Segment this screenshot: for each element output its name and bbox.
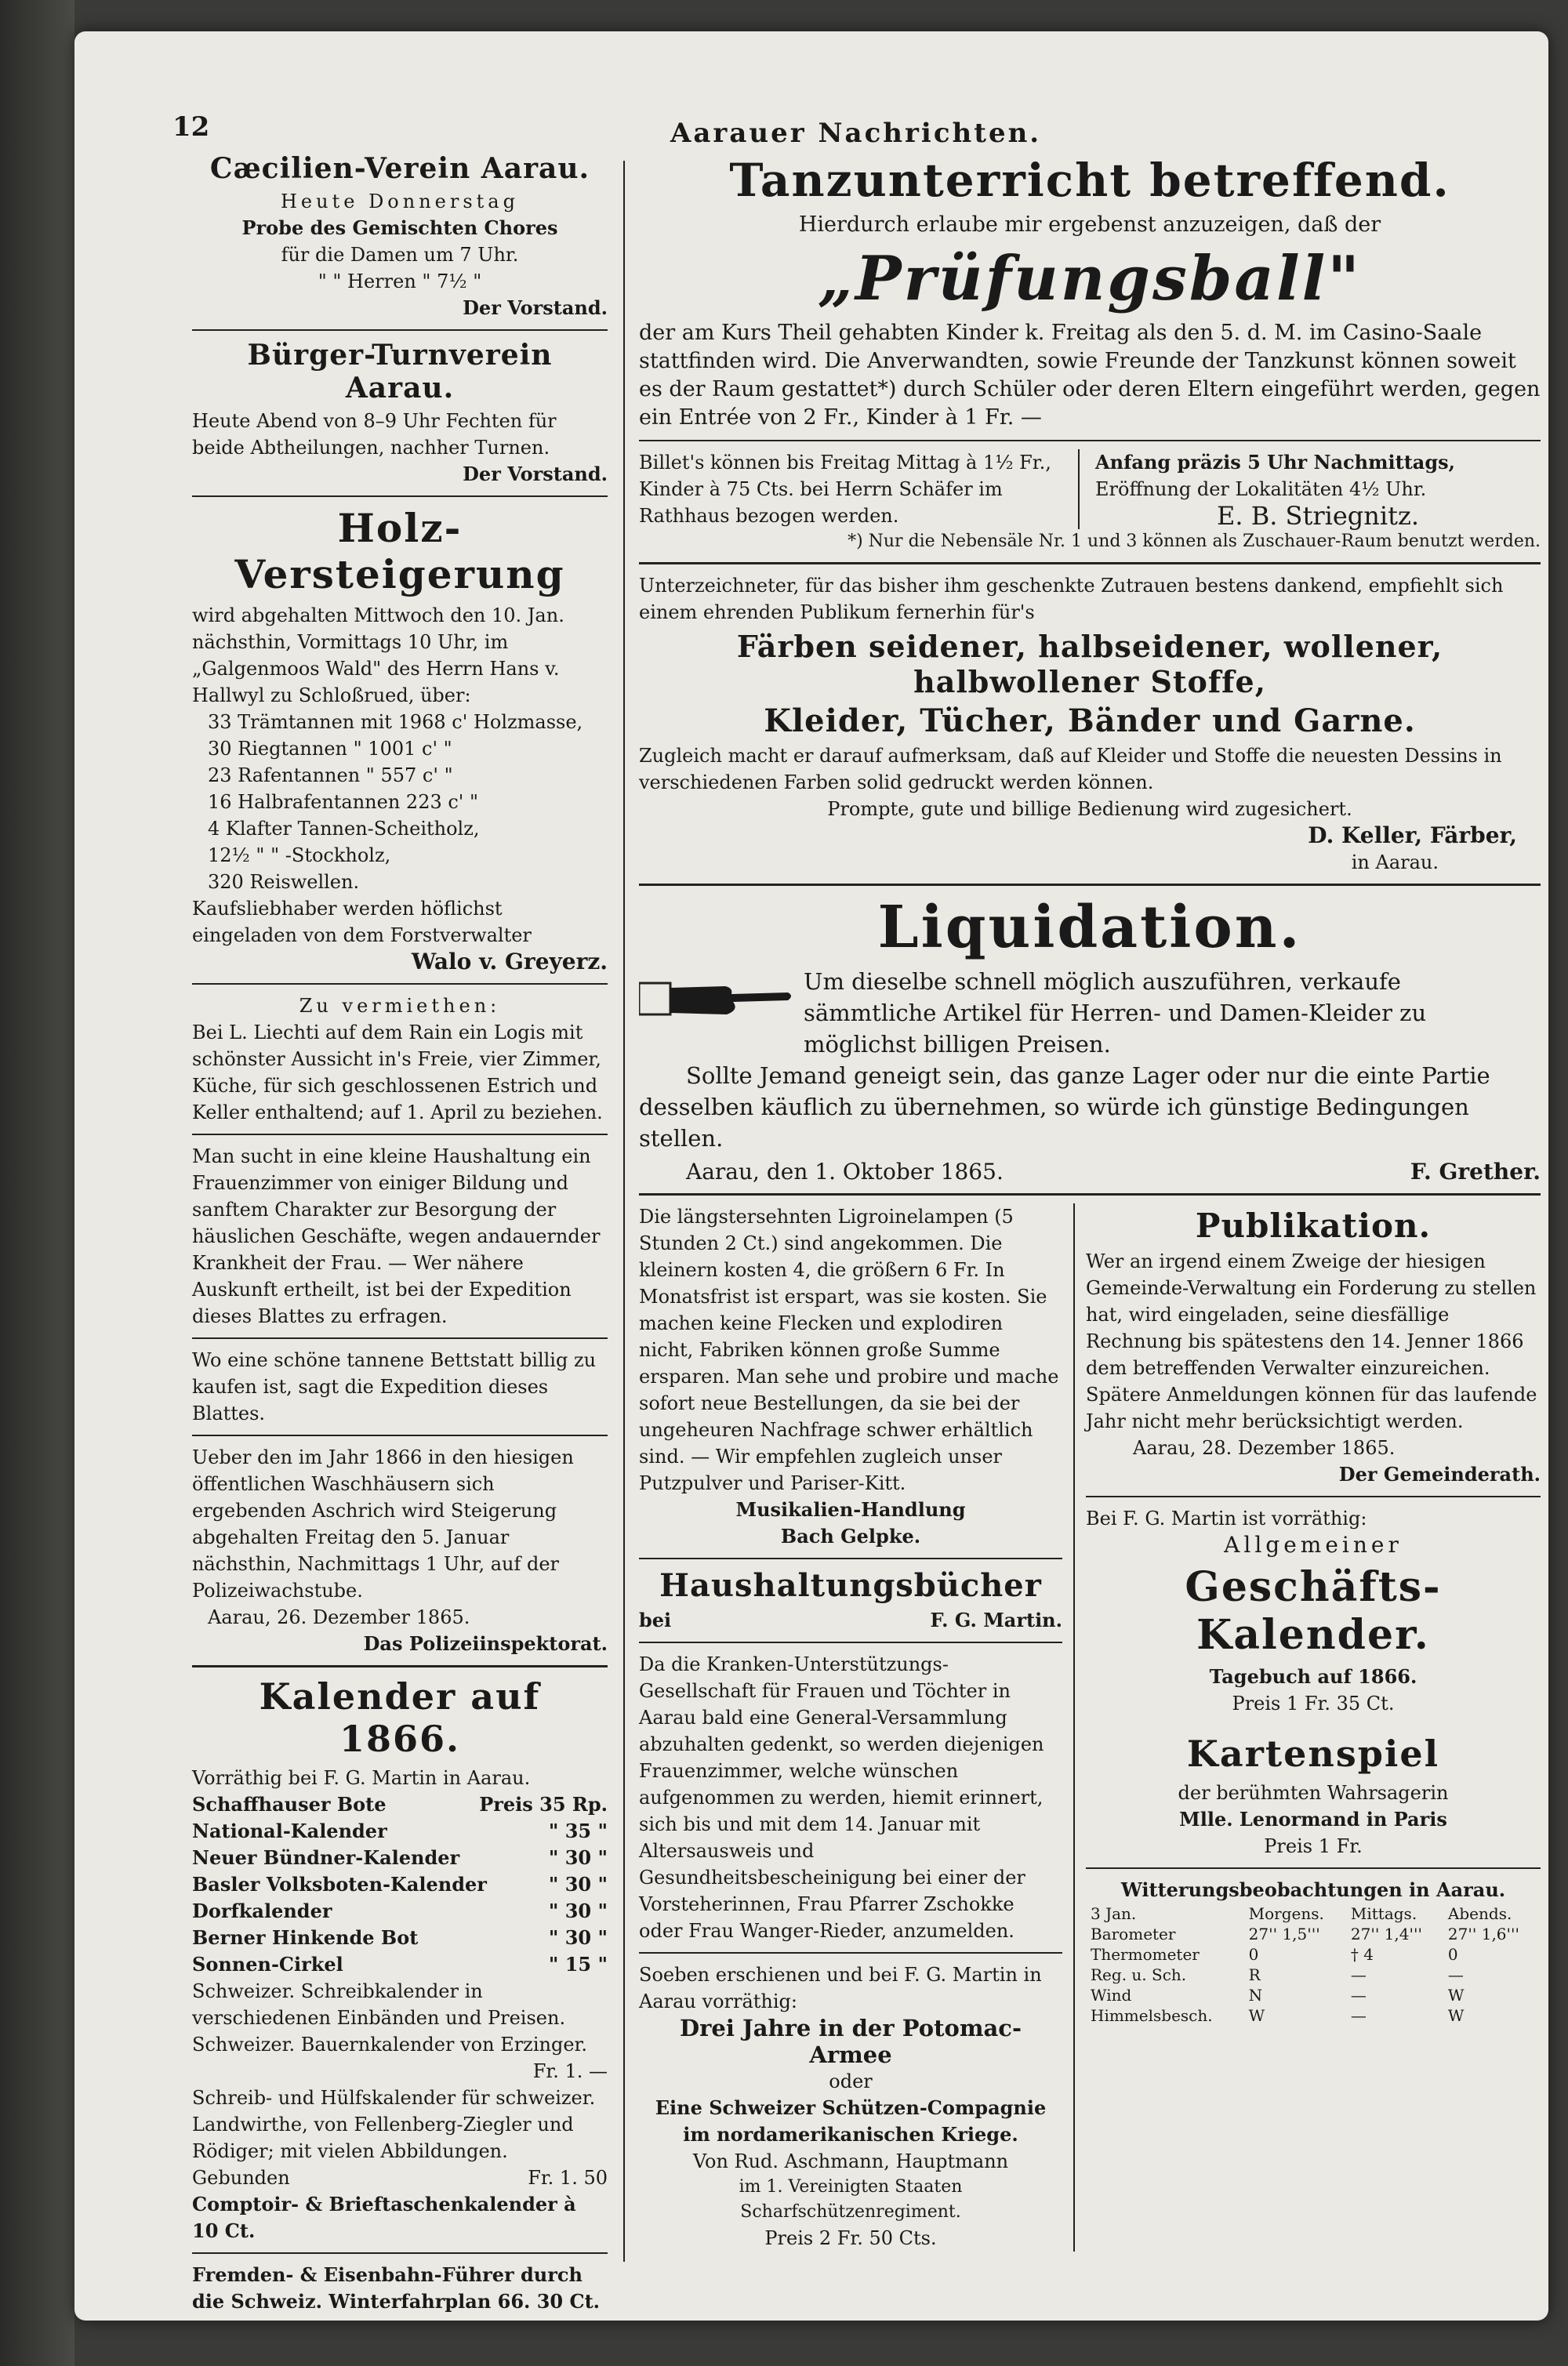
table-cell: Abends.	[1447, 1904, 1512, 1923]
divider	[192, 1435, 608, 1436]
tanz-note: *) Nur die Nebensäle Nr. 1 und 3 können als Zuschauer-Raum benutzt werden.	[848, 532, 1541, 551]
publikation-title: Publikation.	[1195, 1207, 1432, 1245]
kalender-ad	[192, 1675, 608, 2315]
table-cell: W	[1447, 2006, 1465, 2025]
caecilien-sign: Der Vorstand.	[463, 296, 608, 319]
table-row	[1086, 1944, 1541, 1965]
kranken-text: Da die Kranken-Unterstützungs-Gesellschaft für Frauen und Töchter in Aarau bald eine General-Versammlung abzuhalten gedenkt, so werden diejenigen Frauenzimmer, welche wünschen aufgenommen zu werden, hiemit erinnert, sich bis und mit dem 14. Januar mit Altersausweis und Gesundheitsbescheinigung bei einer der Vorsteherinnen, Frau Pfarrer Zschokke oder Frau Wanger-Rieder, anzumelden.	[639, 1653, 1044, 1942]
divider	[192, 495, 608, 497]
divider	[639, 1558, 1062, 1559]
table-cell: Reg. u. Sch.	[1091, 1965, 1187, 1984]
table-row	[1086, 1985, 1541, 2005]
divider	[639, 440, 1541, 441]
right-lower-right	[1075, 1203, 1541, 2252]
kalender-extra: Fr. 1. —	[532, 2060, 608, 2082]
table-row	[1086, 1924, 1541, 1944]
holz-item: 16 Halbrafentannen 223 c' "	[208, 791, 479, 813]
kalender-extra: Schreib- und Hülfskalender für schweizer. Landwirthe, von Fellenberg-Ziegler und Rödiger; mit vielen Abbildungen.	[192, 2087, 596, 2162]
karten-title: Kartenspiel	[1186, 1733, 1440, 1775]
divider	[1086, 1867, 1541, 1869]
geschaefts-price: Preis 1 Fr. 35 Ct.	[1232, 1693, 1395, 1715]
geschaefts-intro: Bei F. G. Martin ist vorräthig:	[1086, 1508, 1367, 1530]
table-cell: 27'' 1,4'''	[1350, 1925, 1422, 1943]
karten-line: der berühmten Wahrsagerin	[1178, 1782, 1449, 1804]
faerber-intro: Unterzeichneter, für das bisher ihm geschenkte Zutrauen bestens dankend, empfiehlt sich einem ehrenden Publikum fernerhin für's	[639, 575, 1504, 623]
pointing-hand-icon	[639, 966, 796, 1029]
table-row	[1086, 2005, 1541, 2026]
karten-line: Mlle. Lenormand in Paris	[1179, 1808, 1447, 1831]
kalender-row: National-Kalender " 35 "	[192, 1820, 608, 1842]
holz-ad	[192, 505, 608, 975]
divider	[639, 562, 1541, 564]
divider	[192, 1337, 608, 1339]
table-cell: W	[1248, 2006, 1265, 2025]
kalender-row: Schaffhauser Bote Preis 35 Rp.	[192, 1793, 608, 1816]
divider	[639, 1193, 1541, 1196]
potomac-price: Preis 2 Fr. 50 Cts.	[764, 2227, 937, 2249]
geschaefts-pre: Allgemeiner	[1224, 1532, 1403, 1558]
right-column	[639, 149, 1541, 2252]
faerber-place: in Aarau.	[1351, 851, 1439, 873]
turnverein-title: Bürger-Turnverein Aarau.	[247, 339, 553, 405]
geschaefts-sub: Tagebuch auf 1866.	[1209, 1665, 1417, 1688]
liquidation-sign: F. Grether.	[1410, 1159, 1541, 1185]
tanz-info	[639, 449, 1541, 529]
caecilien-line: für die Damen um 7 Uhr.	[281, 244, 519, 266]
caecilien-line: " " Herren " 7½ "	[318, 270, 482, 292]
table-row	[1086, 1903, 1541, 1924]
kalender-row: Basler Volksboten-Kalender " 30 "	[192, 1873, 608, 1896]
table-cell: Himmelsbesch.	[1091, 2006, 1213, 2025]
potomac-sub: Eine Schweizer Schützen-Compagnie	[655, 2096, 1047, 2119]
tanz-text: der am Kurs Theil gehabten Kinder k. Freitag als den 5. d. M. im Casino-Saale stattfinden wird. Die Anverwandten, sowie Freunde der Tanzkunst können soweit es der Raum gestattet*) durch Schüler oder deren Eltern eingeführt werden, gegen ein Entrée von 2 Fr., Kinder à 1 Fr. —	[639, 321, 1541, 430]
table-cell: N	[1248, 1986, 1263, 2005]
tanz-eroeff: Eröffnung der Lokalitäten 4½ Uhr.	[1095, 478, 1427, 500]
publikation-text: Wer an irgend einem Zweige der hiesigen Gemeinde-Verwaltung ein Forderung zu stellen hat, wird eingeladen, seine diesfällige Rechnung bis spätestens den 14. Jenner 1866 dem betreffenden Verwalter einzureichen. Spätere Anmeldungen können für das laufende Jahr nicht mehr berücksichtigt werden.	[1086, 1250, 1537, 1432]
haushaltung-ad: Man sucht in eine kleine Haushaltung ein Frauenzimmer von einiger Bildung und sanftem Charakter zur Besorgung der häuslichen Geschäfte, wegen andauernder Krankheit der Frau. — Wer nähere Auskunft ertheilt, ist bei der Expedition dieses Blattes zu erfragen.	[192, 1145, 601, 1327]
caecilien-title: Cæcilien-Verein Aarau.	[209, 152, 590, 185]
table-cell: 0	[1248, 1945, 1259, 1964]
table-row	[1086, 1965, 1541, 1985]
holz-item: 12½ " " -Stockholz,	[208, 844, 391, 866]
turnverein-text: Heute Abend von 8–9 Uhr Fechten für beide Abtheilungen, nachher Turnen.	[192, 410, 557, 459]
tanz-title: Tanzunterricht betreffend.	[729, 154, 1450, 207]
table-cell: Mittags.	[1350, 1904, 1417, 1923]
faerber-big: Kleider, Tücher, Bänder und Garne.	[764, 702, 1416, 739]
caecilien-line: Heute Donnerstag	[281, 191, 519, 212]
publikation-sign: Der Gemeinderath.	[1338, 1463, 1541, 1486]
caecilien-line: Probe des Gemischten Chores	[241, 216, 558, 239]
page-edge	[0, 0, 74, 2366]
divider	[192, 1134, 608, 1135]
newspaper-page	[74, 31, 1548, 2321]
tanz-billets: Billet's können bis Freitag Mittag à 1½ Fr., Kinder à 75 Cts. bei Herrn Schäfer im Rathhaus bezogen werden.	[639, 449, 1080, 529]
faerber-big: Färben seidener, halbseidener, wollener, halbwollener Stoffe,	[736, 629, 1443, 699]
faerber-sign: D. Keller, Färber,	[1308, 822, 1517, 848]
aschrich-ad	[192, 1444, 608, 1657]
divider	[639, 1642, 1062, 1643]
aschrich-sign: Das Polizeiinspektorat.	[363, 1632, 608, 1655]
holz-sign: Walo v. Greyerz.	[411, 949, 608, 974]
left-column	[192, 149, 608, 2315]
kalender-row: Berner Hinkende Bot " 30 "	[192, 1926, 608, 1949]
kalender-extra: Fremden- & Eisenbahn-Führer durch die Schweiz. Winterfahrplan 66. 30 Ct.	[192, 2263, 601, 2313]
vermiethen-text: Bei L. Liechti auf dem Rain ein Logis mit schönster Aussicht in's Freie, vier Zimmer, Küche, für sich geschlossenen Estrich und Keller enthaltend; auf 1. April zu beziehen.	[192, 1022, 603, 1123]
table-cell: † 4	[1350, 1945, 1374, 1964]
liquidation-date: Aarau, den 1. Oktober 1865.	[686, 1159, 1004, 1185]
holz-item: 320 Reiswellen.	[208, 871, 360, 893]
turnverein-sign: Der Vorstand.	[463, 463, 608, 485]
liquidation-body	[639, 966, 1541, 1060]
tanz-time	[1080, 449, 1541, 529]
page-header: Aarauer Nachrichten.	[670, 118, 1042, 149]
tanz-ad	[639, 154, 1541, 554]
publikation-date: Aarau, 28. Dezember 1865.	[1133, 1437, 1396, 1459]
table-cell: R	[1248, 1965, 1261, 1984]
holz-outro: Kaufsliebhaber werden höflichst eingeladen von dem Forstverwalter	[192, 898, 532, 946]
holz-title: Holz-Versteigerung	[234, 505, 565, 597]
potomac-title: Drei Jahre in der Potomac-Armee	[680, 2015, 1022, 2068]
holz-item: 23 Rafentannen " 557 c' "	[208, 764, 453, 786]
tanz-big: „Prüfungsball"	[818, 243, 1362, 314]
holz-intro: wird abgehalten Mittwoch den 10. Jan. nächsthin, Vormittags 10 Uhr, im „Galgenmoos Wald" des Herrn Hans v. Hallwyl zu Schloßrued, über:	[192, 604, 564, 706]
faerber-ad	[639, 572, 1541, 876]
table-cell: 27'' 1,6'''	[1447, 1925, 1520, 1943]
aschrich-date: Aarau, 26. Dezember 1865.	[208, 1606, 470, 1628]
table-cell: —	[1350, 2006, 1367, 2025]
potomac-sub: im nordamerikanischen Kriege.	[683, 2123, 1018, 2146]
tanz-sign: E. B. Striegnitz.	[1216, 501, 1420, 531]
turnverein-ad	[192, 339, 608, 488]
divider	[192, 2252, 608, 2254]
haushaltungsbuecher-title: Haushaltungsbücher	[659, 1567, 1042, 1604]
liquidation-text: Um dieselbe schnell möglich auszuführen, verkaufe sämmtliche Artikel für Herren- und Damen-Kleider zu möglichst billigen Preisen.	[804, 968, 1427, 1058]
kalender-title: Kalender auf 1866.	[259, 1675, 541, 1760]
tanz-line: Hierdurch erlaube mir ergebenst anzuzeigen, daß der	[798, 212, 1381, 237]
right-lower	[639, 1203, 1541, 2252]
holz-item: 33 Trämtannen mit 1968 c' Holzmasse,	[208, 711, 583, 733]
faerber-text: Prompte, gute und billige Bedienung wird zugesichert.	[827, 798, 1352, 820]
kalender-extra: Schweizer. Bauernkalender von Erzinger.	[192, 2034, 587, 2056]
table-cell: —	[1350, 1986, 1367, 2005]
liquidation-text: Sollte Jemand geneigt sein, das ganze Lager oder nur die einte Partie desselben käuflich zu übernehmen, so würde ich günstige Bedingungen stellen.	[639, 1062, 1490, 1152]
kalender-row: Sonnen-Cirkel " 15 "	[192, 1953, 608, 1976]
kalender-row: Neuer Bündner-Kalender " 30 "	[192, 1846, 608, 1869]
ligroine-sign: Musikalien-Handlung	[735, 1498, 966, 1521]
weather-table	[1086, 1903, 1541, 2026]
divider	[1086, 1496, 1541, 1497]
wetter-title: Witterungsbeobachtungen in Aarau.	[1120, 1878, 1506, 1901]
vermiethen-title: Zu vermiethen:	[299, 995, 501, 1017]
divider	[639, 1952, 1062, 1954]
table-cell: 27'' 1,5'''	[1248, 1925, 1320, 1943]
potomac-author: im 1. Vereinigten Staaten Scharfschützenregiment.	[739, 2177, 963, 2222]
bettstatt-ad: Wo eine schöne tannene Bettstatt billig zu kaufen ist, sagt die Expedition dieses Blattes.	[192, 1349, 597, 1424]
vermiethen-ad	[192, 992, 608, 1126]
aschrich-text: Ueber den im Jahr 1866 in den hiesigen öffentlichen Waschhäusern sich ergebenden Aschrich wird Steigerung abgehalten Freitag den 5. Januar nächsthin, Nachmittags 1 Uhr, auf der Polizeiwachstube.	[192, 1446, 574, 1602]
kalender-row: Gebunden Fr. 1. 50	[192, 2167, 608, 2189]
table-cell: Morgens.	[1248, 1904, 1324, 1923]
ligroine-text: Die längstersehnten Ligroinelampen (5 Stunden 2 Ct.) sind angekommen. Die kleinern kosten 4, die größern 6 Fr. In Monatsfrist ist erspart, was sie kosten. Sie machen keine Flecken und explodiren nicht, Fabriken können große Summe ersparen. Man sehe und probire und mache sofort neue Bestellungen, da sie bei der ungeheuren Nachfrage schwer erhältlich sind. — Wir empfehlen zugleich unser Putzpulver und Pariser-Kitt.	[639, 1206, 1059, 1494]
holz-item: 4 Klafter Tannen-Scheitholz,	[208, 818, 480, 840]
karten-price: Preis 1 Fr.	[1264, 1835, 1363, 1857]
kalender-extra: Schweizer. Schreibkalender in verschiedenen Einbänden und Preisen.	[192, 1980, 566, 2029]
table-cell: —	[1350, 1965, 1367, 1984]
caecilien-ad	[192, 152, 608, 321]
divider	[192, 1665, 608, 1667]
kalender-row: Dorfkalender " 30 "	[192, 1900, 608, 1922]
table-cell: Wind	[1091, 1986, 1132, 2005]
ligroine-sign: Bach Gelpke.	[780, 1525, 921, 1548]
table-cell: —	[1447, 1965, 1464, 1984]
table-cell: Barometer	[1091, 1925, 1176, 1943]
table-cell: W	[1447, 1986, 1465, 2005]
right-lower-left	[639, 1203, 1075, 2252]
potomac-intro: Soeben erschienen und bei F. G. Martin in Aarau vorräthig:	[639, 1964, 1042, 2012]
table-cell: 3 Jan.	[1091, 1904, 1137, 1923]
table-cell: Thermometer	[1091, 1945, 1200, 1964]
liquidation-title: Liquidation.	[877, 894, 1302, 961]
column-divider	[623, 161, 625, 2262]
holz-item: 30 Riegtannen " 1001 c' "	[208, 738, 452, 760]
kalender-intro: Vorräthig bei F. G. Martin in Aarau.	[192, 1767, 531, 1789]
tanz-anfang: Anfang präzis 5 Uhr Nachmittags,	[1095, 451, 1455, 474]
divider	[639, 884, 1541, 886]
liquidation-footer	[639, 1159, 1541, 1185]
page-number: 12	[172, 111, 210, 143]
potomac-author: Von Rud. Aschmann, Hauptmann	[692, 2150, 1009, 2172]
table-cell: 0	[1447, 1945, 1458, 1964]
divider	[192, 329, 608, 331]
faerber-text: Zugleich macht er darauf aufmerksam, daß auf Kleider und Stoffe die neuesten Dessins in verschiedenen Farben solid gedruckt werden können.	[639, 745, 1502, 793]
kalender-extra: Comptoir- & Brieftaschenkalender à 10 Ct.	[192, 2193, 576, 2242]
liquidation-ad	[639, 894, 1541, 1185]
divider	[192, 983, 608, 985]
haushaltungsbuecher-row: bei F. G. Martin.	[639, 1609, 1062, 1631]
potomac-oder: oder	[829, 2070, 873, 2092]
geschaefts-title: Geschäfts-Kalender.	[1185, 1563, 1442, 1659]
